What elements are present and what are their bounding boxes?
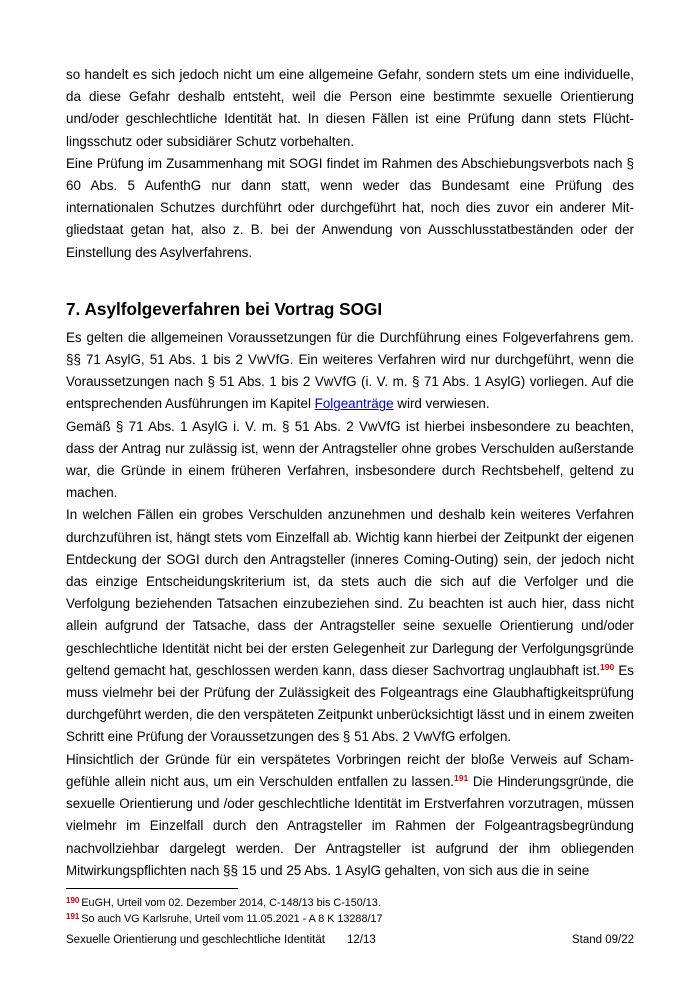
footnote-divider [66,888,238,889]
page-number: 12/13 [347,934,376,946]
paragraph-3-text-end: wird verwiesen. [393,396,490,412]
footer-title: Sexuelle Orientierung und geschlechtliche Identität [66,934,325,946]
footnote-number: 191 [66,912,80,921]
footnotes [66,888,634,926]
document-body [66,64,634,882]
footnote-191 [66,910,634,926]
footer-stand: Stand 09/22 [571,934,634,946]
footnote-number: 190 [66,896,80,905]
footnote-text: So auch VG Karlsruhe, Urteil vom 11.05.2021 - A 8 K 13288/17 [81,913,383,925]
paragraph-6-text-cont: Die Hinderungsgründe, die sexuelle Orientierung und /oder geschlechtliche Identität im Erstverfahren vorzutragen, müssen vielmehr im Einzelfall durch den Antragsteller im Rahmen der Folgeantragsbegründung nachvollziehbar dargelegt werden. Der Antragsteller ist aufgrund der ihm obliegenden Mitwirkungspflichten nach §§ 15 und 25 Abs. 1 AsylG gehalten, von sich aus die in seine [66,773,634,878]
section-heading: 7. Asylfolgeverfahren bei Vortrag SOGI [66,298,383,319]
footnote-ref-191[interactable]: 191 [454,772,469,783]
paragraph-5 [66,504,634,748]
folgeantraege-link[interactable]: Folgeanträge [314,396,394,412]
footnote-190 [66,894,634,910]
paragraph-5-text-cont: Es muss vielmehr bei der Prüfung der Zulässigkeit des Folgeantrags eine Glaubhaftigkeitsprüfung durchgeführt werden, die den verspäteten Zeitpunkt unberücksichtigt lässt und in einem zweiten Schritt eine Prüfung der Voraussetzungen des § 51 Abs. 2 VwVfG erfolgen. [66,662,634,745]
paragraph-6-text: Hinsichtlich der Gründe für ein verspätetes Vorbringen reicht der bloße Verweis auf Schamgefühle allein nicht aus, um ein Verschulden entfallen zu lassen. [66,751,634,789]
paragraph-2: Eine Prüfung im Zusammenhang mit SOGI findet im Rahmen des Abschiebungsverbots nach § 60 Abs. 5 AufenthG nur dann statt, wenn weder das Bundesamt eine Prüfung des internationalen Schutzes durchführt oder durchgeführt hat, noch dies zuvor ein anderer Mitgliedstaat getan hat, also z. B. bei der Anwendung von Ausschlusstatbeständen oder der Einstellung des Asylverfahrens. [66,155,634,260]
paragraph-3 [66,327,634,416]
paragraph-1: so handelt es sich jedoch nicht um eine allgemeine Gefahr, sondern stets um eine individuelle, da diese Gefahr deshalb entsteht, weil die Person eine bestimmte sexuelle Orientierung und/oder geschlechtliche Identität hat. In diesen Fällen ist eine Prüfung dann stets Flüchtlingsschutz oder subsidiärer Schutz vorbehalten. [66,67,634,149]
paragraph-4: Gemäß § 71 Abs. 1 AsylG i. V. m. § 51 Abs. 2 VwVfG ist hierbei insbesondere zu beachten, dass der Antrag nur zulässig ist, wenn der Antragsteller ohne grobes Verschulden außerstande war, die Gründe in einem früheren Verfahren, insbesondere durch Rechtsbehelf, geltend zu machen. [66,418,634,501]
paragraph-5-text: In welchen Fällen ein grobes Verschulden anzunehmen und deshalb kein weiteres Verfahren durchzuführen ist, hängt stets vom Einzelfall ab. Wichtig kann hierbei der Zeitpunkt der eigenen Entdeckung der SOGI durch den Antragsteller (inneres Coming-Outing) sein, der jedoch nicht das einzige Entscheidungskriterium ist, da stets auch die sich auf die Verfolger und die Verfolgung beziehenden Tatsachen einzubeziehen sind. Zu beachten ist auch hier, dass nicht allein aufgrund der Tatsache, dass der Antragsteller seine sexuelle Orientierung und/oder geschlechtliche Identität nicht bei der ersten Gelegenheit zur Darlegung der Verfolgungsgründe geltend gemacht hat, geschlossen werden kann, dass dieser Sachvortrag unglaubhaft ist. [66,507,634,678]
paragraph-6 [66,749,634,882]
footnote-ref-190[interactable]: 190 [600,661,615,672]
footnote-text: EuGH, Urteil vom 02. Dezember 2014, C-148/13 bis C-150/13. [81,897,381,909]
paragraph-3-text: Es gelten die allgemeinen Voraussetzungen für die Durchführung eines Folgeverfahrens gem. §§ 71 AsylG, 51 Abs. 1 bis 2 VwVfG. Ein weiteres Verfahren wird nur durchgeführt, wenn die Voraussetzungen nach § 51 Abs. 1 bis 2 VwVfG (i. V. m. § 71 Abs. 1 AsylG) vorliegen. Auf die entsprechenden Ausführungen im Kapitel [66,329,634,412]
